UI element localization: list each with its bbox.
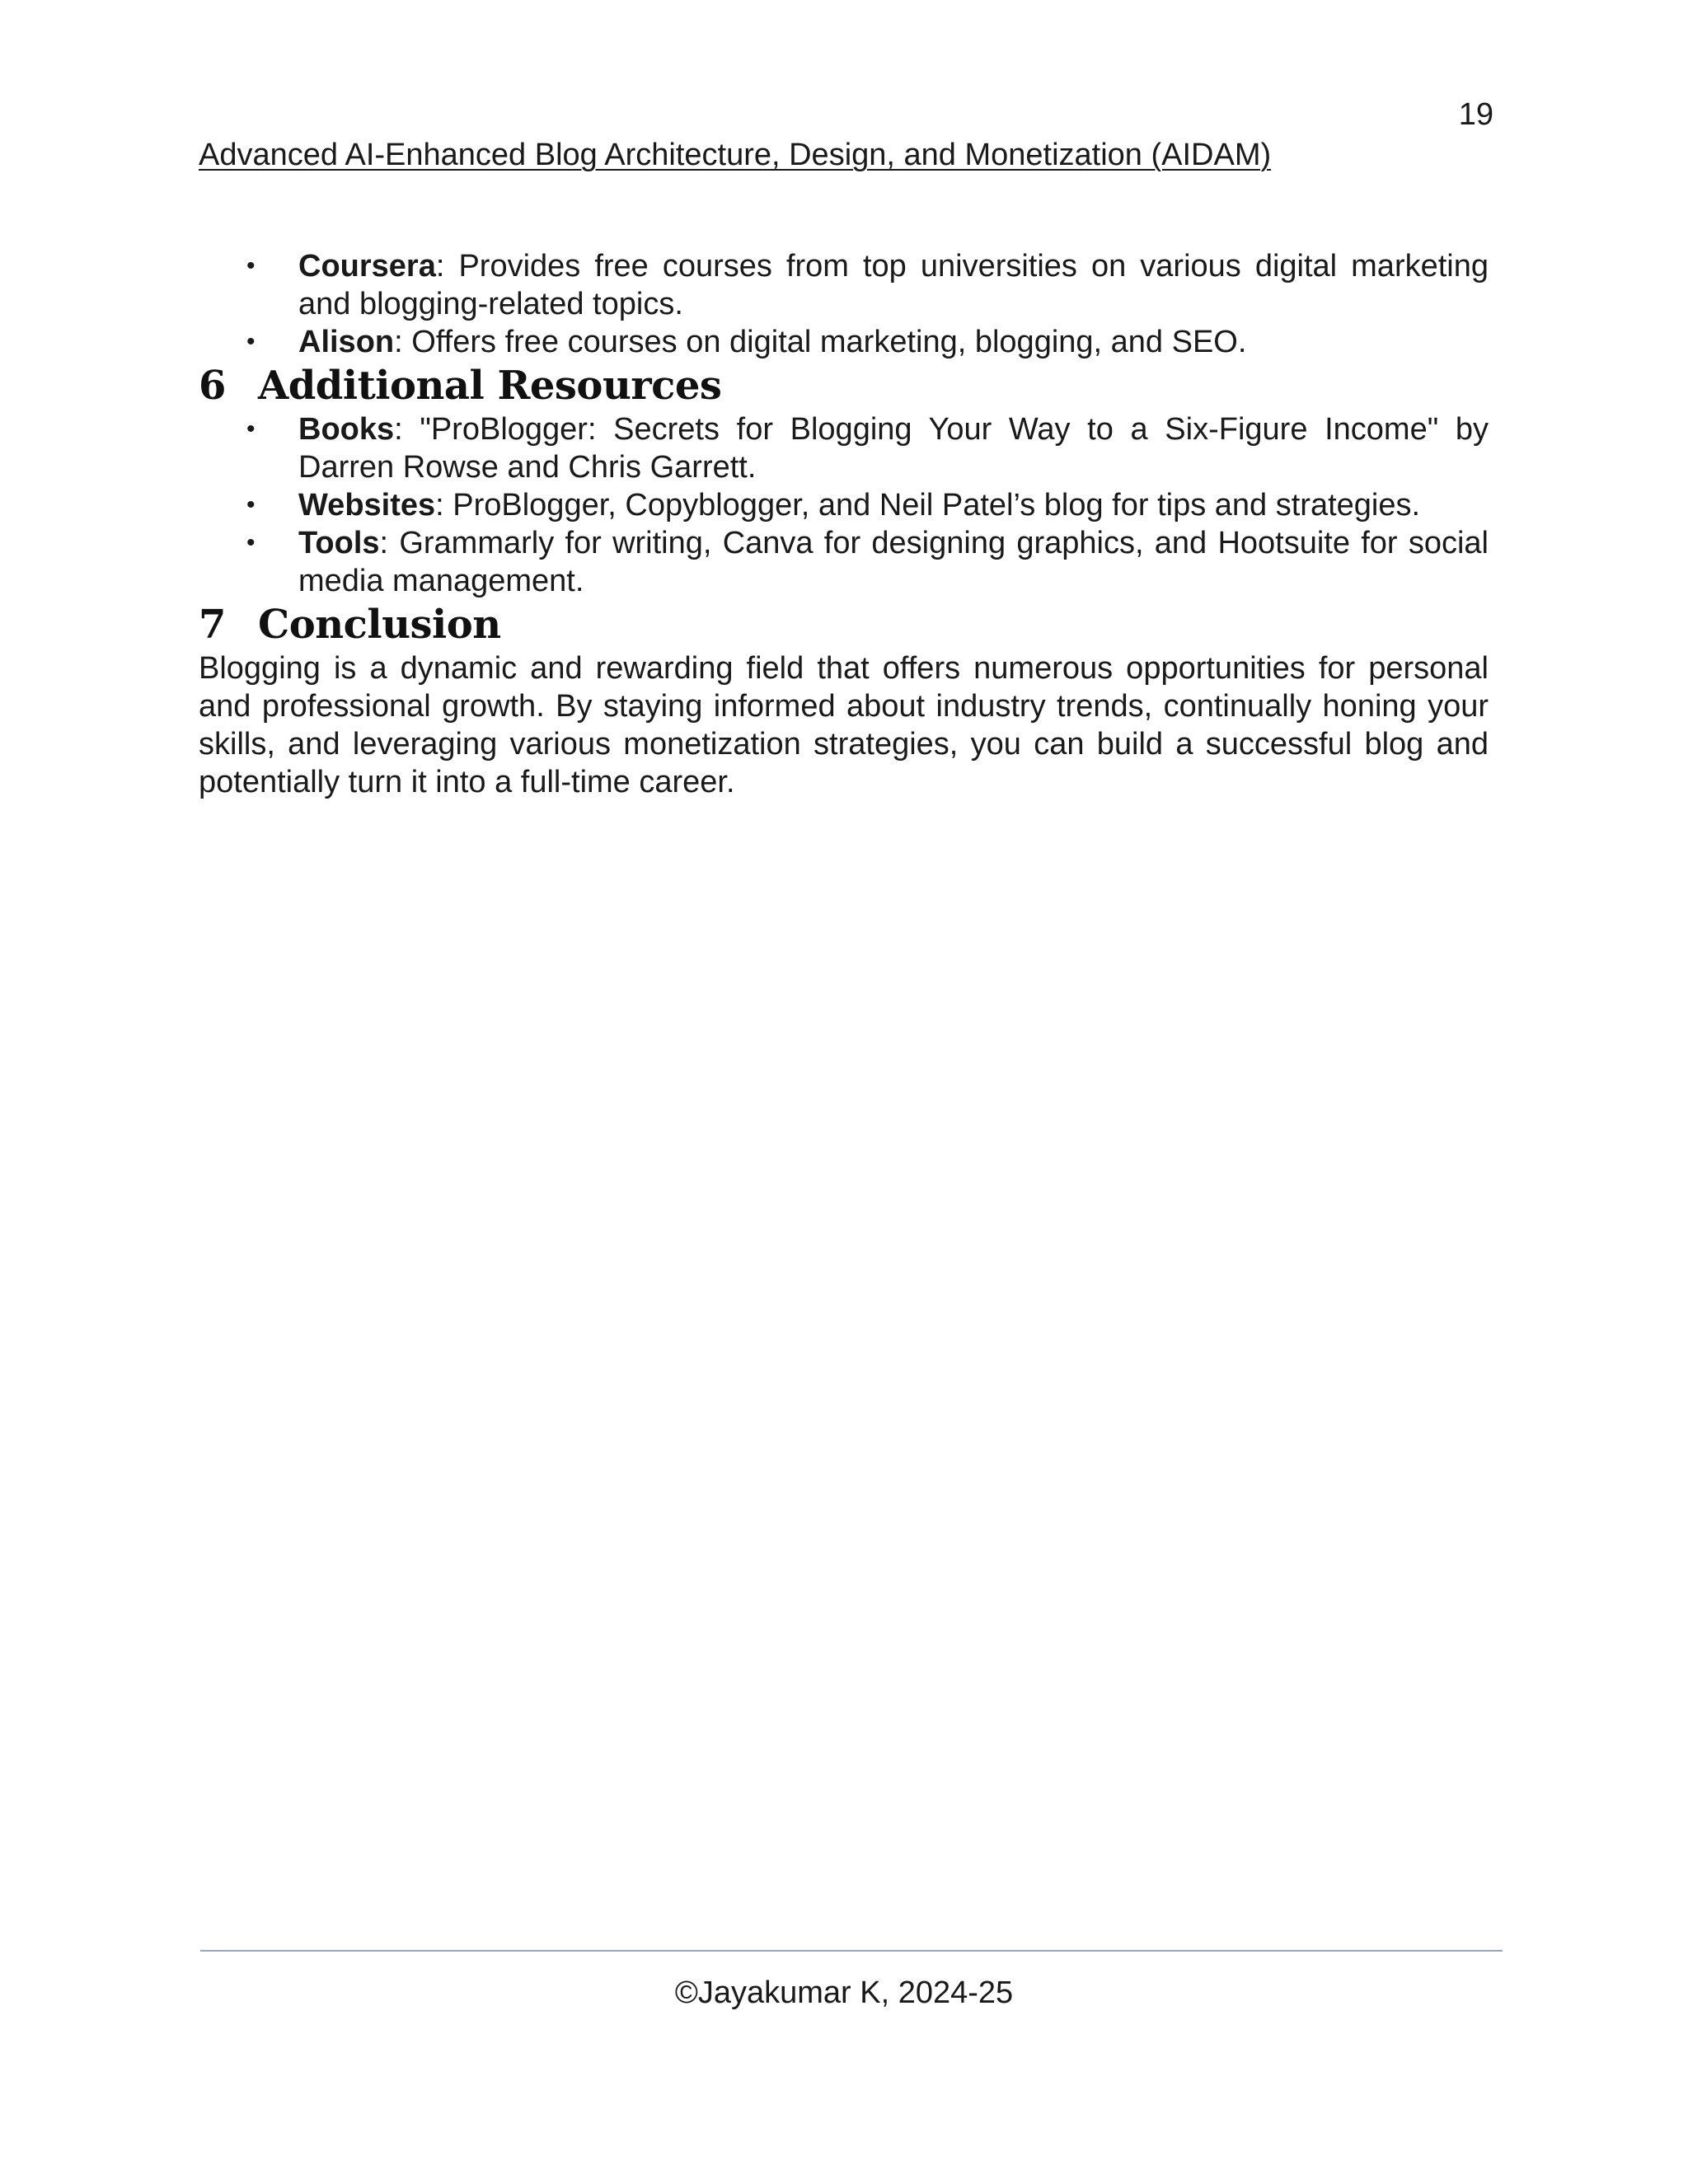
running-header: Advanced AI-Enhanced Blog Architecture, Design, and Monetization (AIDAM) [199,138,1272,172]
list-item-term: Books [298,412,395,447]
section-heading-conclusion [199,600,1489,649]
list-item-term: Websites [298,488,436,523]
list-item [199,410,1489,486]
bullet-icon: • [246,328,256,355]
section-heading-resources [199,361,1489,410]
bullet-icon: • [246,415,256,443]
list-item [199,247,1489,323]
section-title: Additional Resources [258,363,722,409]
top-bullet-list [199,247,1489,361]
bullet-icon: • [246,252,256,279]
footer-divider [200,1950,1503,1952]
page-number: 19 [1458,97,1493,132]
bullet-icon: • [246,491,256,518]
list-item-text: : ProBlogger, Copyblogger, and Neil Patel’s blog for tips and strategies. [435,488,1421,523]
bullet-icon: • [246,529,256,556]
page-content [199,247,1489,801]
footer-copyright: ©Jayakumar K, 2024-25 [674,1975,1014,2010]
list-item [199,323,1489,361]
list-item-text: : Grammarly for writing, Canva for designing graphics, and Hootsuite for social media management. [298,526,1489,598]
section-number: 7 [199,602,226,648]
list-item-term: Coursera [298,249,436,284]
list-item-text: : "ProBlogger: Secrets for Blogging Your Way to a Six-Figure Income" by Darren Rowse and Chris Garrett. [298,412,1489,485]
list-item-term: Alison [298,325,395,359]
list-item-text: : Provides free courses from top universities on various digital marketing and blogging-related topics. [298,249,1489,321]
list-item-term: Tools [298,526,380,560]
section-title: Conclusion [258,602,501,648]
list-item [199,486,1489,524]
list-item [199,524,1489,600]
resources-bullet-list [199,410,1489,600]
section-number: 6 [199,363,226,409]
list-item-text: : Offers free courses on digital marketing, blogging, and SEO. [394,325,1247,359]
conclusion-paragraph: Blogging is a dynamic and rewarding field that offers numerous opportunities for personal and professional growth. By staying informed about industry trends, continually honing your skills, and leveraging various monetization strategies, you can build a successful blog and potentially turn it into a full-time career. [199,651,1489,799]
